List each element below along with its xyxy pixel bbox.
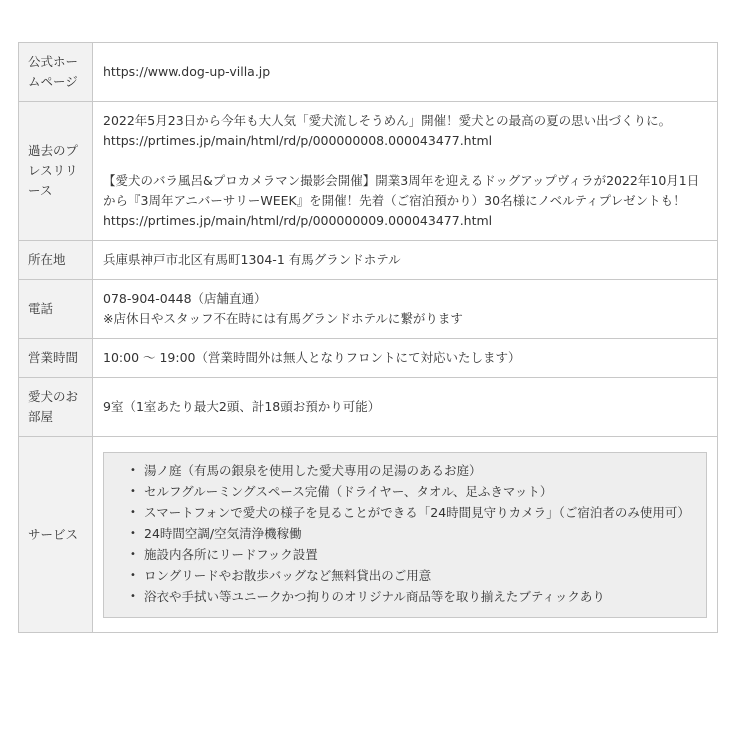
table-row (19, 43, 718, 102)
list-item: • 24時間空調/空気清浄機稼働 (130, 524, 692, 544)
row-value-address (93, 241, 718, 280)
service-list-box (103, 452, 707, 618)
list-item: • セルフグルーミングスペース完備（ドライヤー、タオル、足ふきマット） (130, 482, 692, 502)
table-row (19, 339, 718, 378)
row-value-hours (93, 339, 718, 378)
table-row (19, 437, 718, 633)
table-row (19, 378, 718, 437)
list-item: • 施設内各所にリードフック設置 (130, 545, 692, 565)
list-item: • 浴衣や手拭い等ユニークかつ拘りのオリジナル商品等を取り揃えたブティックあり (130, 587, 692, 607)
row-label-services: サービス (19, 437, 93, 633)
row-label-rooms: 愛犬のお部屋 (19, 378, 93, 437)
row-value-press-releases (93, 102, 718, 241)
list-item: • 湯ノ庭（有馬の銀泉を使用した愛犬専用の足湯のあるお庭） (130, 461, 692, 481)
phone-note: ※店休日やスタッフ不在時には有馬グランドホテルに繋がります (103, 311, 463, 326)
hours-text: 10:00 ～ 19:00（営業時間外は無人となりフロントにて対応いたします） (103, 350, 521, 365)
list-item: • ロングリードやお散歩バッグなど無料貸出のご用意 (130, 566, 692, 586)
table-row (19, 241, 718, 280)
press-release-2-title: 【愛犬のバラ風呂&プロカメラマン撮影会開催】開業3周年を迎えるドッグアップヴィラが2022年10月1日から『3周年アニバーサリーWEEK』を開催！先着（ご宿泊預かり）30名様にノベルティプレゼントも！ (103, 173, 700, 208)
phone-number: 078-904-0448（店舗直通） (103, 291, 267, 306)
row-label-hours: 営業時間 (19, 339, 93, 378)
service-list (130, 461, 692, 607)
rooms-text: 9室（1室あたり最大2頭、計18頭お預かり可能） (103, 399, 381, 414)
row-label-address: 所在地 (19, 241, 93, 280)
row-value-phone (93, 280, 718, 339)
row-value-website (93, 43, 718, 102)
list-item: • スマートフォンで愛犬の様子を見ることができる「24時間見守りカメラ」（ご宿泊者のみ使用可） (130, 503, 692, 523)
press-release-1-link[interactable]: https://prtimes.jp/main/html/rd/p/000000008.000043477.html (103, 133, 493, 148)
row-label-website: 公式ホームページ (19, 43, 93, 102)
spacer (103, 151, 707, 171)
address-text: 兵庫県神戸市北区有馬町1304-1 有馬グランドホテル (103, 252, 401, 267)
row-value-services (93, 437, 718, 633)
row-value-rooms (93, 378, 718, 437)
table-row (19, 280, 718, 339)
row-label-phone: 電話 (19, 280, 93, 339)
press-release-1-title: 2022年5月23日から今年も大人気「愛犬流しそうめん」開催！愛犬との最高の夏の思い出づくりに。 (103, 113, 672, 128)
info-table (18, 42, 718, 633)
press-release-2-link[interactable]: https://prtimes.jp/main/html/rd/p/000000009.000043477.html (103, 213, 493, 228)
website-link[interactable]: https://www.dog-up-villa.jp (103, 64, 271, 79)
row-label-press-releases: 過去のプレスリリース (19, 102, 93, 241)
table-row (19, 102, 718, 241)
